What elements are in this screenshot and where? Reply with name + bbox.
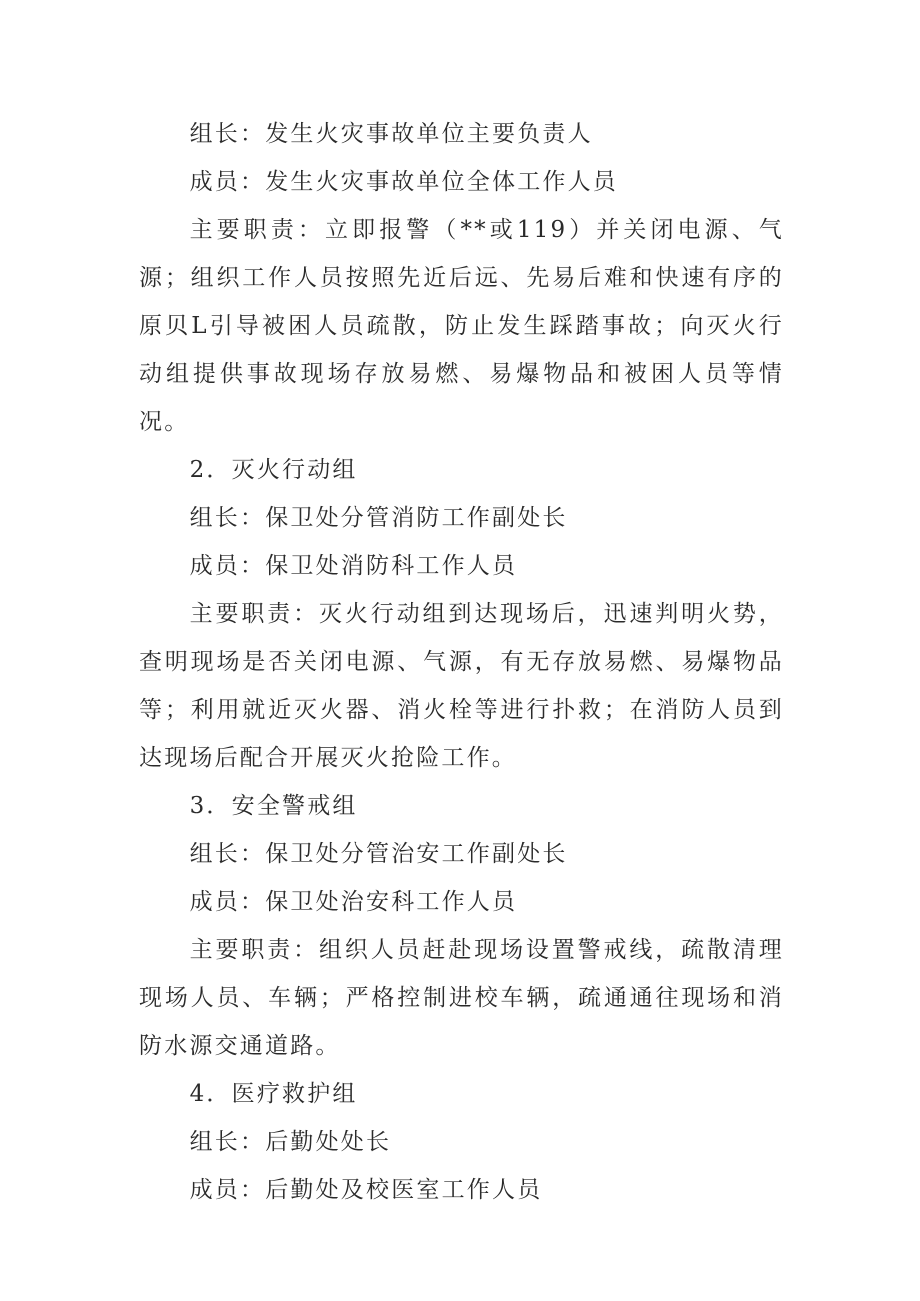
members-line: 成员：保卫处治安科工作人员	[189, 889, 518, 915]
members-line: 成员：保卫处消防科工作人员	[189, 553, 518, 579]
leader-line: 组长：保卫处分管治安工作副处长	[189, 841, 568, 867]
leader-line: 组长：后勤处处长	[189, 1129, 392, 1155]
section-heading-fire-action: 2．灭火行动组	[189, 457, 358, 483]
section-heading-medical: 4．医疗救护组	[189, 1081, 358, 1107]
document-body	[139, 110, 784, 1214]
members-line: 成员：后勤处及校医室工作人员	[189, 1177, 543, 1203]
leader-line: 组长：保卫处分管消防工作副处长	[189, 505, 568, 531]
duties-paragraph: 主要职责：灭火行动组到达现场后，迅速判明火势，查明现场是否关闭电源、气源，有无存放易燃、易爆物品等；利用就近灭火器、消火栓等进行扑救；在消防人员到达现场后配合开展灭火抢险工作。	[139, 601, 784, 771]
members-line: 成员：发生火灾事故单位全体工作人员	[189, 169, 618, 195]
leader-line: 组长：发生火灾事故单位主要负责人	[189, 121, 593, 147]
duties-paragraph: 主要职责：立即报警（**或119）并关闭电源、气源；组织工作人员按照先近后远、先易后难和快速有序的原贝L引导被困人员疏散，防止发生踩踏事故；向灭火行动组提供事故现场存放易燃、易爆物品和被困人员等情况。	[139, 217, 784, 435]
duties-paragraph: 主要职责：组织人员赶赴现场设置警戒线，疏散清理现场人员、车辆；严格控制进校车辆，疏通通往现场和消防水源交通道路。	[139, 937, 784, 1059]
section-heading-security: 3．安全警戒组	[189, 793, 358, 819]
